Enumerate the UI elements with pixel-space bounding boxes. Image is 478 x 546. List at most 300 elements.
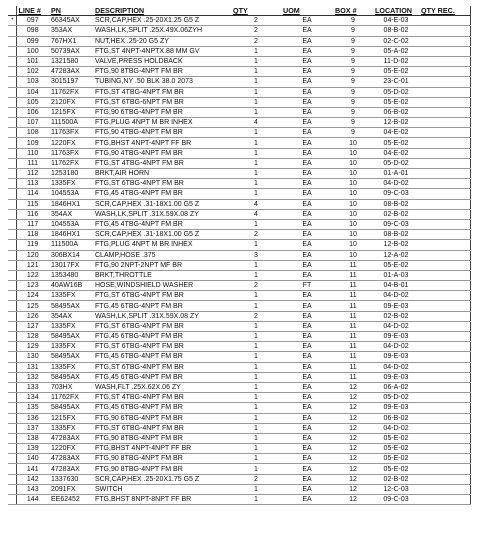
table-row (8, 423, 470, 433)
cell-location: 04-D-02 (373, 179, 419, 189)
table-row (8, 118, 470, 128)
cell-qty: 2 (231, 26, 281, 36)
cell-qty: 1 (231, 444, 281, 454)
cell-description: VALVE,PRESS HOLDBACK (93, 56, 231, 66)
cell-description: FTG,45 6TBG-4NPT FM BR (93, 403, 231, 413)
cell-description: FTG,45 6TBG-4NPT FM BR (93, 301, 231, 311)
cell-pn: 306BX14 (49, 250, 93, 260)
cell-qty: 1 (231, 67, 281, 77)
cell-qty: 1 (231, 372, 281, 382)
cell-qty-rec (419, 158, 470, 168)
cell-pn: 47283AX (49, 464, 93, 474)
table-row (8, 77, 470, 87)
cell-pn: 1335FX (49, 321, 93, 331)
cell-location: 12-B-02 (373, 240, 419, 250)
row-marker (8, 128, 16, 138)
cell-qty-rec (419, 128, 470, 138)
cell-qty-rec (419, 16, 470, 26)
cell-description: FTG,90 4TBG-4NPT FM BR (93, 148, 231, 158)
cell-qty: 1 (231, 97, 281, 107)
cell-pn: 50739AX (49, 46, 93, 56)
cell-qty-rec (419, 260, 470, 270)
cell-box: 12 (333, 393, 373, 403)
cell-qty-rec (419, 56, 470, 66)
cell-box: 9 (333, 16, 373, 26)
cell-qty-rec (419, 138, 470, 148)
cell-pn: 1353480 (49, 270, 93, 280)
cell-qty-rec (419, 169, 470, 179)
cell-line: 135 (16, 403, 49, 413)
row-marker (8, 87, 16, 97)
cell-qty: 1 (231, 423, 281, 433)
cell-line: 104 (16, 87, 49, 97)
cell-qty-rec (419, 77, 470, 87)
cell-box: 12 (333, 413, 373, 423)
cell-qty-rec (419, 36, 470, 46)
cell-line: 130 (16, 352, 49, 362)
cell-box: 10 (333, 169, 373, 179)
cell-box: 10 (333, 240, 373, 250)
cell-line: 116 (16, 209, 49, 219)
cell-pn: 58495AX (49, 352, 93, 362)
cell-location: 04-D-02 (373, 321, 419, 331)
table-row (8, 97, 470, 107)
cell-qty-rec (419, 209, 470, 219)
cell-location: 02-C-02 (373, 36, 419, 46)
row-marker (8, 393, 16, 403)
cell-pn: 40AW16B (49, 281, 93, 291)
cell-description: WASH,LK,SPLIT .25X.49X.06ZYH (93, 26, 231, 36)
table-row (8, 352, 470, 362)
cell-description: FTG,BHST 4NPT-4NPT FF BR (93, 138, 231, 148)
row-marker (8, 189, 16, 199)
table-row (8, 169, 470, 179)
cell-location: 09-E-03 (373, 332, 419, 342)
cell-qty: 4 (231, 118, 281, 128)
cell-uom: EA (281, 240, 333, 250)
row-marker (8, 301, 16, 311)
col-header-description: DESCRIPTION (93, 6, 231, 16)
cell-qty-rec (419, 484, 470, 494)
row-marker (8, 444, 16, 454)
col-header-line: LINE # (16, 6, 49, 16)
table-row (8, 128, 470, 138)
cell-pn: EE62452 (49, 495, 93, 505)
cell-qty-rec (419, 433, 470, 443)
cell-qty: 1 (231, 219, 281, 229)
cell-location: 09-E-03 (373, 301, 419, 311)
cell-qty: 1 (231, 179, 281, 189)
cell-pn: 11762FX (49, 87, 93, 97)
cell-qty-rec (419, 219, 470, 229)
cell-location: 05-D-02 (373, 158, 419, 168)
table-row (8, 260, 470, 270)
row-marker (8, 423, 16, 433)
cell-qty: 1 (231, 260, 281, 270)
cell-box: 11 (333, 260, 373, 270)
row-marker (8, 474, 16, 484)
col-header-location: LOCATION (373, 6, 419, 16)
cell-location: 05-A-02 (373, 46, 419, 56)
cell-location: 08-B-02 (373, 230, 419, 240)
cell-qty-rec (419, 107, 470, 117)
cell-uom: EA (281, 56, 333, 66)
cell-qty: 4 (231, 199, 281, 209)
cell-uom: EA (281, 128, 333, 138)
table-row (8, 240, 470, 250)
row-marker (8, 311, 16, 321)
cell-pn: 47283AX (49, 433, 93, 443)
cell-location: 05-E-02 (373, 138, 419, 148)
cell-pn: 1215FX (49, 413, 93, 423)
cell-location: 12-C-03 (373, 484, 419, 494)
row-marker (8, 56, 16, 66)
cell-description: FTG,ST 4TBG-4NPT FM BR (93, 158, 231, 168)
cell-pn: 104553A (49, 189, 93, 199)
cell-line: 134 (16, 393, 49, 403)
table-row (8, 332, 470, 342)
marker-header (8, 6, 16, 16)
cell-pn: 58495AX (49, 332, 93, 342)
cell-uom: EA (281, 169, 333, 179)
cell-line: 140 (16, 454, 49, 464)
cell-qty-rec (419, 321, 470, 331)
cell-location: 11-D-02 (373, 56, 419, 66)
cell-pn: 767HX1 (49, 36, 93, 46)
row-marker (8, 148, 16, 158)
cell-qty: 1 (231, 158, 281, 168)
col-header-pn: PN (49, 6, 93, 16)
row-marker (8, 332, 16, 342)
row-marker (8, 230, 16, 240)
cell-pn: 3015197 (49, 77, 93, 87)
row-marker (8, 362, 16, 372)
row-marker (8, 413, 16, 423)
cell-line: 125 (16, 301, 49, 311)
cell-uom: EA (281, 362, 333, 372)
row-marker (8, 250, 16, 260)
cell-uom: EA (281, 97, 333, 107)
cell-line: 102 (16, 67, 49, 77)
cell-description: SCR,CAP,HEX .31-18X1.00 G5 Z (93, 199, 231, 209)
cell-line: 110 (16, 148, 49, 158)
cell-uom: EA (281, 87, 333, 97)
cell-qty: 1 (231, 301, 281, 311)
cell-qty-rec (419, 67, 470, 77)
cell-location: 09-C-03 (373, 189, 419, 199)
cell-uom: EA (281, 179, 333, 189)
cell-uom: EA (281, 382, 333, 392)
cell-qty: 2 (231, 230, 281, 240)
table-row (8, 484, 470, 494)
cell-box: 10 (333, 179, 373, 189)
cell-qty-rec (419, 495, 470, 505)
cell-qty-rec (419, 393, 470, 403)
cell-qty-rec (419, 423, 470, 433)
cell-uom: EA (281, 230, 333, 240)
cell-pn: 58495AX (49, 403, 93, 413)
cell-description: FTG,90 2NPT-2NPT MF BR (93, 260, 231, 270)
cell-description: FTG,90 8TBG-4NPT FM BR (93, 464, 231, 474)
cell-location: 04-D-02 (373, 342, 419, 352)
cell-line: 136 (16, 413, 49, 423)
cell-pn: 703HX (49, 382, 93, 392)
cell-qty-rec (419, 189, 470, 199)
row-marker (8, 219, 16, 229)
cell-qty-rec (419, 454, 470, 464)
cell-pn: 1215FX (49, 107, 93, 117)
cell-box: 9 (333, 67, 373, 77)
row-marker (8, 433, 16, 443)
cell-location: 08-B-02 (373, 199, 419, 209)
col-header-qty: QTY (231, 6, 281, 16)
cell-description: FTG,90 4TBG-4NPT FM BR (93, 128, 231, 138)
cell-location: 09-C-03 (373, 495, 419, 505)
cell-uom: EA (281, 342, 333, 352)
table-row (8, 403, 470, 413)
table-row (8, 454, 470, 464)
cell-uom: EA (281, 260, 333, 270)
cell-qty: 1 (231, 107, 281, 117)
cell-box: 9 (333, 46, 373, 56)
row-marker (8, 372, 16, 382)
cell-description: FTG,ST 4TBG-4NPT FM BR (93, 87, 231, 97)
cell-description: SCR,CAP,HEX .25-20X1.25 G5 Z (93, 16, 231, 26)
cell-qty-rec (419, 118, 470, 128)
cell-uom: EA (281, 209, 333, 219)
cell-pn: 1321580 (49, 56, 93, 66)
cell-line: 119 (16, 240, 49, 250)
cell-box: 9 (333, 56, 373, 66)
cell-line: 109 (16, 138, 49, 148)
cell-qty: 1 (231, 270, 281, 280)
cell-description: WASH,FLT .25X.62X.06 ZY (93, 382, 231, 392)
cell-line: 120 (16, 250, 49, 260)
cell-qty: 1 (231, 321, 281, 331)
cell-qty-rec (419, 403, 470, 413)
cell-line: 111 (16, 158, 49, 168)
cell-qty: 1 (231, 240, 281, 250)
cell-description: FTG,45 6TBG-4NPT FM BR (93, 352, 231, 362)
cell-line: 132 (16, 372, 49, 382)
table-row (8, 291, 470, 301)
cell-box: 10 (333, 219, 373, 229)
cell-box: 9 (333, 87, 373, 97)
cell-location: 04-B-01 (373, 281, 419, 291)
cell-qty-rec (419, 342, 470, 352)
row-marker (8, 97, 16, 107)
cell-description: FTG,90 8TBG-4NPT FM BR (93, 67, 231, 77)
cell-pn: 11763FX (49, 148, 93, 158)
cell-description: FTG,45 4TBG-4NPT FM BR (93, 189, 231, 199)
table-row (8, 209, 470, 219)
cell-pn: 1335FX (49, 362, 93, 372)
row-marker (8, 36, 16, 46)
cell-qty-rec (419, 301, 470, 311)
cell-location: 09-C-03 (373, 219, 419, 229)
cell-description: SWITCH (93, 484, 231, 494)
cell-uom: FT (281, 281, 333, 291)
cell-pn: 2091FX (49, 484, 93, 494)
cell-box: 10 (333, 199, 373, 209)
cell-qty: 1 (231, 484, 281, 494)
cell-uom: EA (281, 484, 333, 494)
cell-pn: 1846HX1 (49, 199, 93, 209)
cell-box: 10 (333, 138, 373, 148)
parts-pick-list-table (8, 6, 471, 505)
cell-pn: 66345AX (49, 16, 93, 26)
table-row (8, 46, 470, 56)
cell-box: 9 (333, 118, 373, 128)
row-marker (8, 484, 16, 494)
table-row (8, 36, 470, 46)
cell-uom: EA (281, 321, 333, 331)
cell-qty-rec (419, 332, 470, 342)
cell-qty: 1 (231, 189, 281, 199)
row-marker (8, 382, 16, 392)
cell-box: 10 (333, 230, 373, 240)
cell-location: 04-E-02 (373, 128, 419, 138)
cell-description: FTG,ST 4TBG-4NPT FM BR (93, 393, 231, 403)
cell-uom: EA (281, 118, 333, 128)
cell-location: 05-E-02 (373, 67, 419, 77)
table-row (8, 413, 470, 423)
cell-qty-rec (419, 444, 470, 454)
table-row (8, 372, 470, 382)
cell-line: 105 (16, 97, 49, 107)
cell-description: FTG,PLUG 4NPT M BR INHEX (93, 240, 231, 250)
cell-description: HOSE,WINDSHIELD WASHER (93, 281, 231, 291)
cell-description: FTG,BHST 8NPT-8NPT FF BR (93, 495, 231, 505)
cell-qty: 3 (231, 250, 281, 260)
cell-uom: EA (281, 474, 333, 484)
cell-location: 04-D-02 (373, 362, 419, 372)
cell-uom: EA (281, 250, 333, 260)
col-header-uom: UOM (281, 6, 333, 16)
cell-qty-rec (419, 179, 470, 189)
cell-pn: 1220FX (49, 138, 93, 148)
cell-box: 11 (333, 342, 373, 352)
cell-description: FTG,ST 6TBG-4NPT FM BR (93, 321, 231, 331)
table-row (8, 189, 470, 199)
table-row (8, 107, 470, 117)
cell-box: 11 (333, 301, 373, 311)
cell-line: 108 (16, 128, 49, 138)
cell-box: 11 (333, 332, 373, 342)
cell-box: 11 (333, 270, 373, 280)
cell-location: 23-C-01 (373, 77, 419, 87)
table-row (8, 321, 470, 331)
cell-description: FTG,ST 6TBG-4NPT FM BR (93, 179, 231, 189)
row-marker (8, 403, 16, 413)
cell-line: 118 (16, 230, 49, 240)
table-row (8, 281, 470, 291)
table-row (8, 362, 470, 372)
cell-qty-rec (419, 240, 470, 250)
cell-qty: 2 (231, 311, 281, 321)
table-row (8, 179, 470, 189)
cell-line: 129 (16, 342, 49, 352)
row-marker (8, 209, 16, 219)
cell-description: WASH,LK,SPLIT .31X.59X.08 ZY (93, 209, 231, 219)
cell-qty: 1 (231, 128, 281, 138)
row-marker (8, 495, 16, 505)
cell-line: 133 (16, 382, 49, 392)
cell-uom: EA (281, 433, 333, 443)
cell-box: 11 (333, 291, 373, 301)
cell-box: 12 (333, 454, 373, 464)
table-row (8, 311, 470, 321)
cell-box: 12 (333, 382, 373, 392)
table-row (8, 56, 470, 66)
table-row (8, 230, 470, 240)
cell-qty-rec (419, 87, 470, 97)
cell-location: 09-E-03 (373, 403, 419, 413)
cell-location: 06-B-02 (373, 413, 419, 423)
row-marker (8, 352, 16, 362)
cell-uom: EA (281, 311, 333, 321)
cell-uom: EA (281, 495, 333, 505)
cell-line: 112 (16, 169, 49, 179)
row-marker: • (8, 16, 16, 26)
cell-qty: 1 (231, 342, 281, 352)
cell-qty-rec (419, 97, 470, 107)
cell-line: 114 (16, 189, 49, 199)
cell-uom: EA (281, 464, 333, 474)
cell-uom: EA (281, 393, 333, 403)
cell-location: 12-B-02 (373, 118, 419, 128)
cell-qty-rec (419, 291, 470, 301)
cell-line: 137 (16, 423, 49, 433)
table-row (8, 26, 470, 36)
cell-description: FTG,ST 6TBG-6NPT FM BR (93, 97, 231, 107)
cell-pn: 11762FX (49, 158, 93, 168)
cell-line: 107 (16, 118, 49, 128)
cell-location: 04-D-02 (373, 423, 419, 433)
cell-pn: 47283AX (49, 454, 93, 464)
cell-pn: 1337630 (49, 474, 93, 484)
cell-description: FTG,ST 4NPT-4NPTX.88 MM GV (93, 46, 231, 56)
cell-line: 141 (16, 464, 49, 474)
cell-pn: 1335FX (49, 423, 93, 433)
cell-qty: 1 (231, 413, 281, 423)
cell-box: 11 (333, 372, 373, 382)
cell-uom: EA (281, 148, 333, 158)
cell-description: FTG,45 6TBG-4NPT FM BR (93, 372, 231, 382)
table-row (8, 393, 470, 403)
cell-description: SCR,CAP,HEX .25-20X1.75 G5 Z (93, 474, 231, 484)
cell-qty: 2 (231, 36, 281, 46)
table-row (8, 199, 470, 209)
cell-uom: EA (281, 403, 333, 413)
cell-box: 12 (333, 464, 373, 474)
cell-location: 04-E-02 (373, 148, 419, 158)
cell-box: 11 (333, 362, 373, 372)
cell-qty: 1 (231, 56, 281, 66)
cell-location: 06-A-02 (373, 382, 419, 392)
row-marker (8, 46, 16, 56)
cell-box: 12 (333, 484, 373, 494)
cell-box: 9 (333, 107, 373, 117)
row-marker (8, 199, 16, 209)
cell-pn: 1253180 (49, 169, 93, 179)
cell-box: 10 (333, 209, 373, 219)
cell-line: 101 (16, 56, 49, 66)
cell-box: 11 (333, 311, 373, 321)
cell-qty: 1 (231, 291, 281, 301)
row-marker (8, 118, 16, 128)
cell-description: FTG,45 4TBG-4NPT FM BR (93, 219, 231, 229)
